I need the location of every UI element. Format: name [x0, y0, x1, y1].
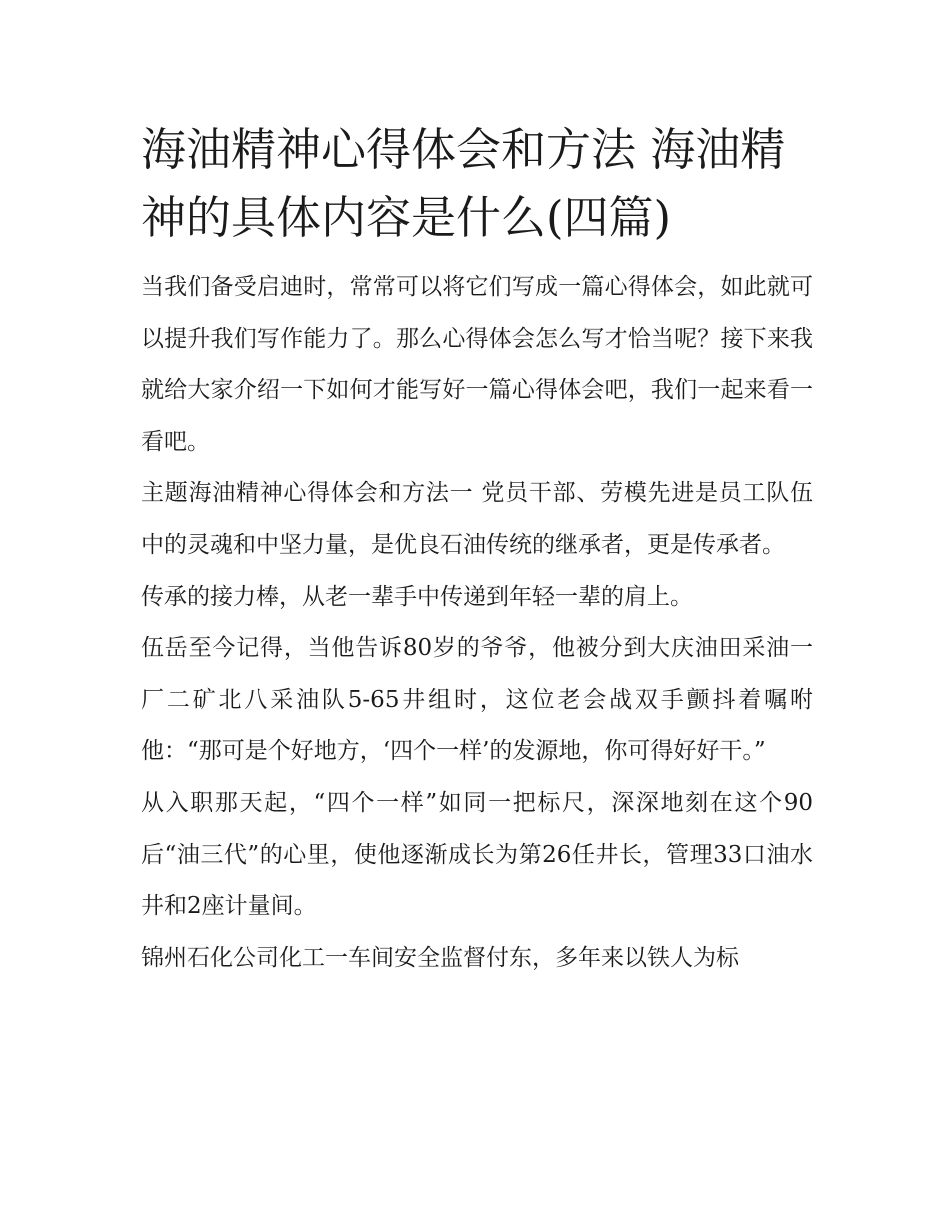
paragraph-intro: 当我们备受启迪时，常常可以将它们写成一篇心得体会，如此就可以提升我们写作能力了。那么心得体会怎么写才恰当呢？接下来我就给大家介绍一下如何才能写好一篇心得体会吧，我们一起来看一看吧。: [141, 274, 813, 455]
paragraph-relay: 传承的接力棒，从老一辈手中传递到年轻一辈的肩上。: [141, 583, 693, 610]
paragraph-standard: 从入职那天起，“四个一样”如同一把标尺，深深地刻在这个90后“油三代”的心里，使他逐渐成长为第26任井长，管理33口油水井和2座计量间。: [141, 789, 813, 920]
paragraph-theme: 主题海油精神心得体会和方法一 党员干部、劳模先进是员工队伍中的灵魂和中坚力量，是优良石油传统的继承者，更是传承者。: [141, 480, 813, 558]
document-page: [141, 116, 813, 984]
paragraph-wu-yue: 伍岳至今记得，当他告诉80岁的爷爷，他被分到大庆油田采油一厂二矿北八采油队5-65井组时，这位老会战双手颤抖着嘱咐他：“那可是个好地方，‘四个一样’的发源地，你可得好好干。”: [141, 635, 813, 765]
paragraph-fu-dong: 锦州石化公司化工一车间安全监督付东，多年来以铁人为标: [141, 944, 739, 971]
document-title: 海油精神心得体会和方法 海油精神的具体内容是什么(四篇): [141, 123, 786, 244]
